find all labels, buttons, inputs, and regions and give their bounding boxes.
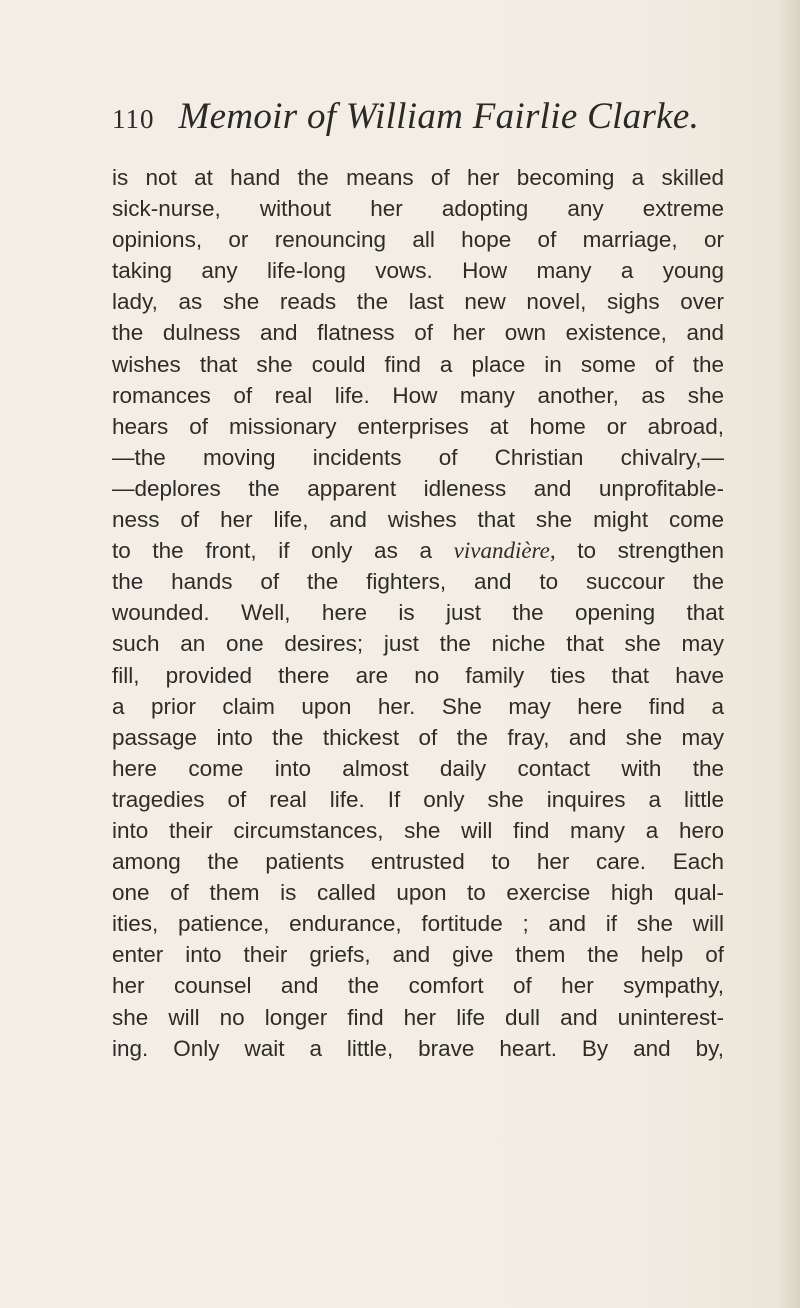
text-line: sick-nurse, without her adopting any extreme [112, 196, 724, 222]
text-segment: to the front, if only as a [112, 538, 432, 564]
text-line: hears of missionary enterprises at home or abroad, [112, 413, 724, 439]
text-line-with-italic [112, 535, 724, 566]
text-line: —the moving incidents of Christian chivalry,— [112, 444, 724, 470]
page-number: 110 [112, 104, 155, 134]
text-line: tragedies of real life. If only she inquires a little [112, 786, 724, 812]
text-line: a prior claim upon her. She may here find a [112, 693, 724, 719]
text-line: her counsel and the comfort of her sympathy, [112, 973, 724, 999]
text-line: into their circumstances, she will find many a hero [112, 817, 724, 843]
text-line: the dulness and flatness of her own existence, and [112, 320, 724, 346]
text-line: among the patients entrusted to her care. Each [112, 849, 724, 875]
text-line: ness of her life, and wishes that she might come [112, 507, 724, 533]
text-line: enter into their griefs, and give them the help of [112, 942, 724, 968]
text-line: fill, provided there are no family ties that have [112, 662, 724, 688]
running-title: Memoir of William Fairlie Clarke. [178, 96, 700, 137]
text-line: ing. Only wait a little, brave heart. By and by, [112, 1035, 724, 1061]
text-line: taking any life-long vows. How many a young [112, 258, 724, 284]
text-line: romances of real life. How many another, as she [112, 382, 724, 408]
italic-word: vivandière, [453, 538, 556, 564]
running-head [112, 95, 752, 145]
text-line: the hands of the fighters, and to succour the [112, 569, 724, 595]
text-line: lady, as she reads the last new novel, sighs over [112, 289, 724, 315]
text-line: passage into the thickest of the fray, and she may [112, 724, 724, 750]
text-line: she will no longer find her life dull and uninterest- [112, 1004, 724, 1030]
text-line: ities, patience, endurance, fortitude ; and if she will [112, 911, 724, 937]
body-text [112, 162, 724, 1064]
text-line: here come into almost daily contact with the [112, 755, 724, 781]
text-line: opinions, or renouncing all hope of marriage, or [112, 227, 724, 253]
text-line: wishes that she could find a place in some of the [112, 351, 724, 377]
text-line: one of them is called upon to exercise high qual- [112, 880, 724, 906]
text-line: is not at hand the means of her becoming a skilled [112, 165, 724, 190]
text-line: such an one desires; just the niche that she may [112, 631, 724, 657]
text-segment: to strengthen [555, 538, 724, 564]
text-line: —deplores the apparent idleness and unprofitable- [112, 475, 724, 501]
text-line: wounded. Well, here is just the opening that [112, 600, 724, 626]
